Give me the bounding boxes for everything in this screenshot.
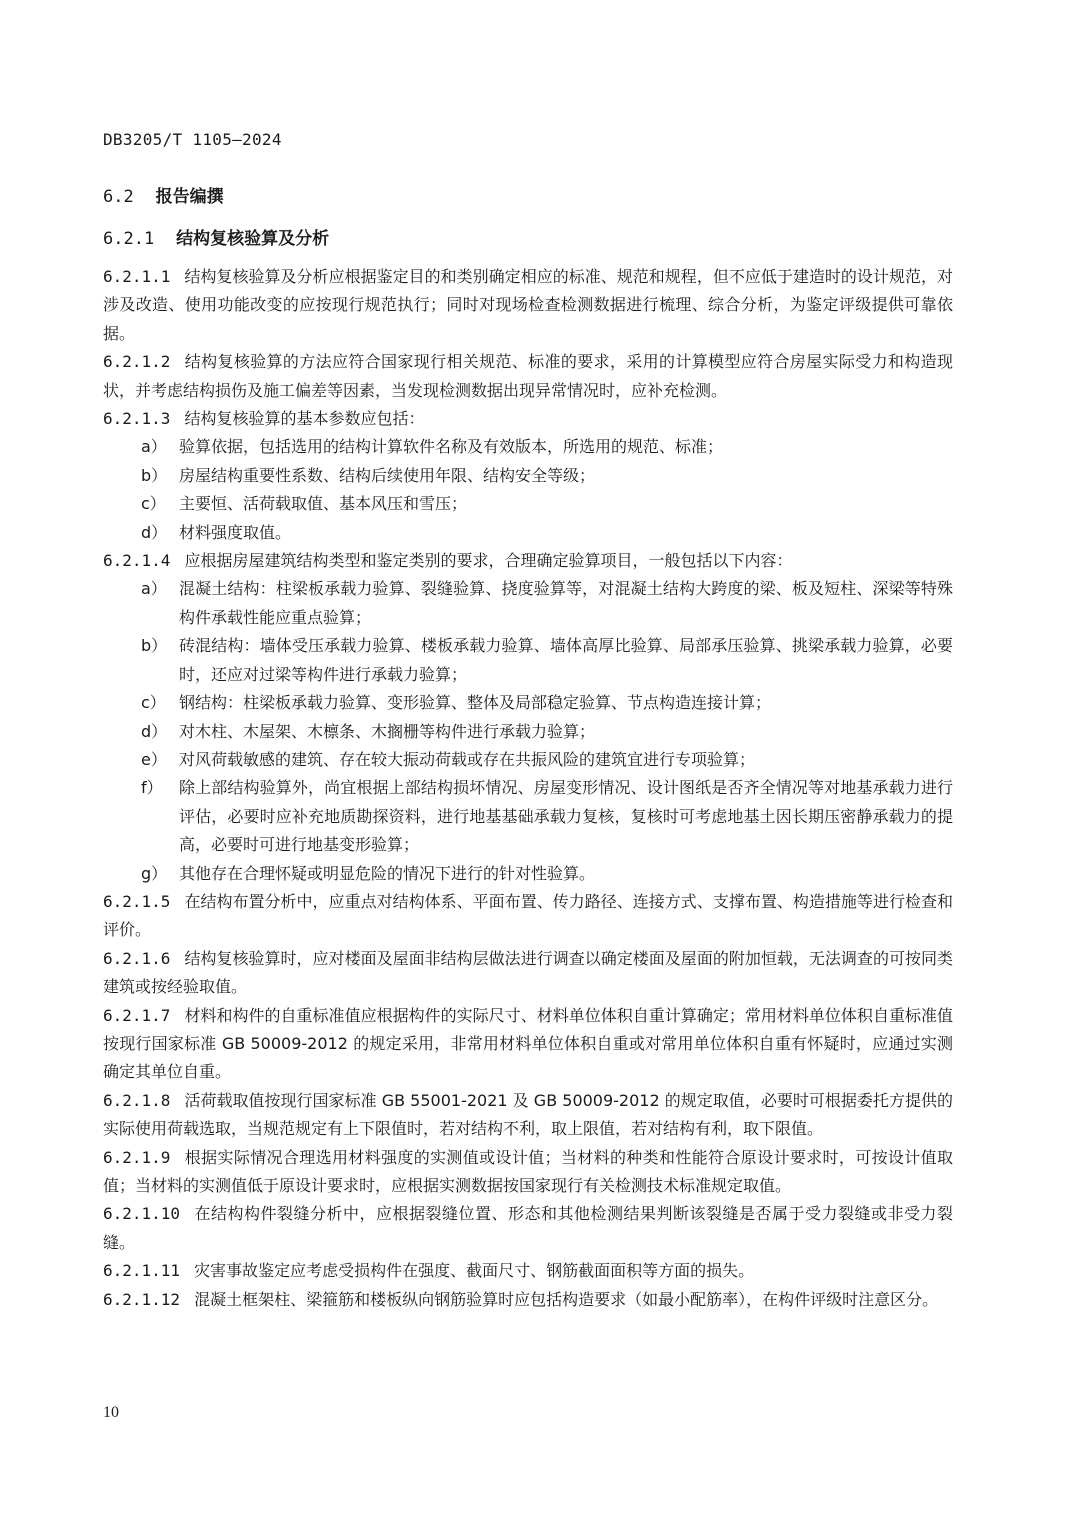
list-item-text: 混凝土结构：柱梁板承载力验算、裂缝验算、挠度验算等，对混凝土结构大跨度的梁、板及短柱、深梁等特殊构件承载性能应重点验算； — [179, 579, 953, 627]
clause-text: 结构复核验算及分析应根据鉴定目的和类别确定相应的标准、规范和规程，但不应低于建造时的设计规范，对涉及改造、使用功能改变的应按现行规范执行；同时对现场检查检测数据进行梳理、综合分析，为鉴定评级提供可靠依据。 — [103, 267, 953, 343]
document-code: DB3205/T 1105—2024 — [103, 130, 282, 149]
list-item-label: a） — [141, 437, 167, 457]
clause-text: 结构复核验算时，应对楼面及屋面非结构层做法进行调查以确定楼面及屋面的附加恒载，无法调查的可按同类建筑或按经验取值。 — [103, 948, 953, 997]
clause-paragraph — [103, 1200, 953, 1257]
clause-number: 6.2.1.3 — [103, 409, 171, 429]
subsection-number: 6.2.1 — [103, 229, 155, 249]
list-item-text: 主要恒、活荷载取值、基本风压和雪压； — [179, 494, 468, 514]
list-item — [103, 746, 953, 774]
list-item-label: d） — [141, 721, 168, 741]
clause-number: 6.2.1.7 — [103, 1005, 171, 1025]
list-item — [103, 718, 953, 746]
list-item — [103, 490, 953, 518]
section-heading — [103, 182, 224, 207]
list-item-text: 除上部结构验算外，尚宜根据上部结构损坏情况、房屋变形情况、设计图纸是否齐全情况等对地基承载力进行评估，必要时应补充地质勘探资料，进行地基基础承载力复核，复核时可考虑地基土因长期压密静承载力的提高，必要时可进行地基变形验算； — [179, 778, 953, 855]
list-item — [103, 462, 953, 490]
list-item-text: 对木柱、木屋架、木檩条、木搁栅等构件进行承载力验算； — [179, 721, 596, 741]
clause-text: 在结构布置分析中，应重点对结构体系、平面布置、传力路径、连接方式、支撑布置、构造措施等进行检查和评价。 — [103, 891, 953, 940]
clause-number: 6.2.1.5 — [103, 891, 171, 911]
section-title: 报告编撰 — [155, 187, 224, 207]
list-item-label: g） — [141, 863, 168, 883]
subsection-heading — [103, 224, 329, 249]
list-item-label: b） — [141, 636, 168, 656]
clause-number: 6.2.1.9 — [103, 1147, 171, 1167]
list-item-text: 钢结构：柱梁板承载力验算、变形验算、整体及局部稳定验算、节点构造连接计算； — [179, 693, 772, 713]
list-item — [103, 632, 953, 689]
clause-text: 结构复核验算的方法应符合国家现行相关规范、标准的要求，采用的计算模型应符合房屋实际受力和构造现状，并考虑结构损伤及施工偏差等因素，当发现检测数据出现异常情况时，应补充检测。 — [103, 352, 953, 400]
clause-text: 应根据房屋建筑结构类型和鉴定类别的要求，合理确定验算项目，一般包括以下内容： — [184, 551, 793, 571]
list-item — [103, 575, 953, 632]
clause-number: 6.2.1.1 — [103, 267, 171, 286]
clause-number: 6.2.1.4 — [103, 551, 171, 571]
list-item-label: c） — [141, 693, 166, 713]
list-item — [103, 433, 953, 461]
clause-text: 材料和构件的自重标准值应根据构件的实际尺寸、材料单位体积自重计算确定；常用材料单位体积自重标准值按现行国家标准 GB 50009-2012 的规定采用，非常用材料单位体积自重或对常用单位体积自重有怀疑时，应通过实测确定其单位自重。 — [103, 1005, 953, 1082]
clause-paragraph — [103, 1257, 953, 1285]
clause-text: 结构复核验算的基本参数应包括： — [184, 409, 425, 429]
clause-text: 在结构构件裂缝分析中，应根据裂缝位置、形态和其他检测结果判断该裂缝是否属于受力裂缝或非受力裂缝。 — [103, 1204, 953, 1252]
clause-paragraph — [103, 1087, 953, 1144]
list-item-text: 材料强度取值。 — [179, 522, 292, 542]
list-item-text: 其他存在合理怀疑或明显危险的情况下进行的针对性验算。 — [179, 863, 596, 883]
list-item-text: 砖混结构：墙体受压承载力验算、楼板承载力验算、墙体高厚比验算、局部承压验算、挑梁承载力验算，必要时，还应对过梁等构件进行承载力验算； — [179, 636, 953, 684]
list-item-label: a） — [141, 579, 167, 599]
list-item-label: f） — [141, 778, 163, 798]
list-item-label: d） — [141, 522, 168, 542]
list-item — [103, 689, 953, 717]
list-item — [103, 519, 953, 547]
list-item-text: 房屋结构重要性系数、结构后续使用年限、结构安全等级； — [179, 465, 596, 485]
clause-number: 6.2.1.11 — [103, 1261, 181, 1281]
clause-text: 灾害事故鉴定应考虑受损构件在强度、截面尺寸、钢筋截面面积等方面的损失。 — [194, 1261, 755, 1281]
list-item-label: e） — [141, 749, 167, 769]
page-number: 10 — [103, 1404, 119, 1421]
clause-paragraph — [103, 888, 953, 945]
clause-text: 活荷载取值按现行国家标准 GB 55001-2021 及 GB 50009-2012 的规定取值，必要时可根据委托方提供的实际使用荷载选取，当规范规定有上下限值时，若对结构不利，取上限值，若对结构有利，取下限值。 — [103, 1090, 953, 1139]
list-item — [103, 860, 953, 888]
clause-number: 6.2.1.8 — [103, 1090, 171, 1110]
clause-paragraph — [103, 945, 953, 1002]
clause-text: 根据实际情况合理选用材料强度的实测值或设计值；当材料的种类和性能符合原设计要求时，可按设计值取值；当材料的实测值低于原设计要求时，应根据实测数据按国家现行有关检测技术标准规定取值。 — [103, 1147, 953, 1195]
clause-number: 6.2.1.6 — [103, 948, 171, 968]
clause-number: 6.2.1.10 — [103, 1204, 181, 1224]
clause-paragraph — [103, 348, 953, 405]
list-item-text: 对风荷载敏感的建筑、存在较大振动荷载或存在共振风险的建筑宜进行专项验算； — [179, 749, 756, 769]
clause-number: 6.2.1.12 — [103, 1289, 181, 1309]
list-item-text: 验算依据，包括选用的结构计算软件名称及有效版本，所选用的规范、标准； — [179, 437, 724, 457]
clause-paragraph — [103, 547, 953, 575]
list-item-label: b） — [141, 465, 168, 485]
clause-paragraph — [103, 263, 953, 348]
document-body — [103, 263, 953, 1314]
list-item-label: c） — [141, 494, 166, 514]
subsection-title: 结构复核验算及分析 — [176, 229, 330, 249]
list-item — [103, 774, 953, 859]
clause-paragraph — [103, 1144, 953, 1201]
clause-number: 6.2.1.2 — [103, 352, 171, 372]
clause-text: 混凝土框架柱、梁箍筋和楼板纵向钢筋验算时应包括构造要求（如最小配筋率），在构件评级时注意区分。 — [194, 1289, 939, 1309]
section-number: 6.2 — [103, 187, 134, 207]
clause-paragraph — [103, 1002, 953, 1087]
clause-paragraph — [103, 405, 953, 433]
clause-paragraph — [103, 1286, 953, 1314]
